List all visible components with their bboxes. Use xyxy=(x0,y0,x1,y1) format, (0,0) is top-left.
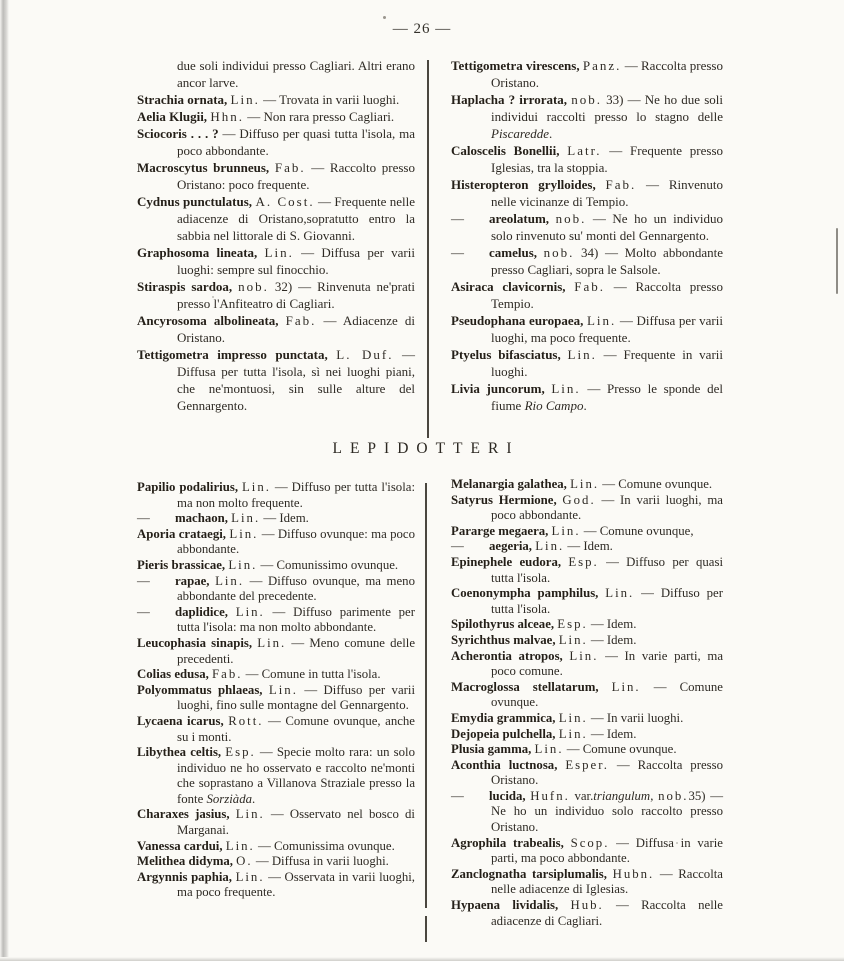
entry-text: — Diffuso per tutta l'isola: ma non molto frequente. xyxy=(177,480,415,510)
entry-text: 32) — Rinvenuta ne'prati presso l'Anfiteatro di Cagliari. xyxy=(177,279,415,311)
author-abbreviation: Hub. xyxy=(570,898,604,913)
entry-text: — Specie molto rara: un solo individuo ne ho osservato e raccolto ne'monti che soprastano a Villanova Straziale presso la fonte xyxy=(177,745,415,806)
scan-artifact-right xyxy=(836,228,838,294)
species-name: Spilothyrus alceae, xyxy=(451,617,558,632)
entry-text: — Non rara presso Cagliari. xyxy=(243,109,395,124)
author-abbreviation: Lin. xyxy=(558,632,588,647)
entry-text: — Frequente nelle adiacenze di Oristano,sopratutto entro la sabbia nel littorale di S. Giovanni. xyxy=(177,194,416,243)
species-entry xyxy=(137,636,415,667)
species-name: Coenonympha pamphilus, xyxy=(451,586,606,601)
species-entry xyxy=(137,714,415,745)
species-name: Tettigometra impresso punctata, xyxy=(137,347,337,362)
species-name: aegeria, xyxy=(489,539,536,554)
author-abbreviation: Lin. xyxy=(551,381,581,396)
lepidoptera-left-column xyxy=(137,480,415,901)
author-abbreviation: Esp. xyxy=(557,617,588,632)
entry-text: — Raccolta presso Oristano. xyxy=(491,58,723,90)
species-name: Melithea didyma, xyxy=(137,854,237,869)
species-name: Graphosoma lineata, xyxy=(137,245,265,260)
species-name: Argynnis paphia, xyxy=(137,869,236,884)
author-abbreviation: Lin. xyxy=(235,807,265,822)
species-name: lucida, xyxy=(489,788,531,803)
species-name: Livia juncorum, xyxy=(451,381,552,396)
ditto-dash: — xyxy=(137,573,150,588)
species-entry xyxy=(451,210,723,244)
author-abbreviation: Lin. xyxy=(586,313,617,328)
author-abbreviation: Lin. xyxy=(228,557,258,572)
species-name: Haplacha ? irrorata, xyxy=(451,92,572,107)
entry-text: — Diffusa in varie parti, ma poco abbondante. xyxy=(491,835,723,866)
entry-text: — Comune ovunque. xyxy=(599,477,713,491)
species-entry xyxy=(451,836,723,867)
author-abbreviation: Lin. xyxy=(231,511,261,526)
author-abbreviation: Lin. xyxy=(241,480,271,494)
author-abbreviation: Rott. xyxy=(228,713,264,728)
species-entry xyxy=(451,711,723,727)
species-entry xyxy=(451,586,723,617)
species-entry xyxy=(451,493,723,524)
species-entry xyxy=(137,511,415,527)
species-name: Syrichthus malvae, xyxy=(451,632,559,647)
species-name: Colias edusa, xyxy=(137,667,213,682)
species-entry xyxy=(451,898,723,929)
species-name: areolatum, xyxy=(489,211,556,226)
species-name: Aporia crataegi, xyxy=(137,526,230,541)
species-entry xyxy=(137,870,415,901)
author-abbreviation: Hubn. xyxy=(612,866,655,881)
italic-term: Piscaredde xyxy=(491,126,549,141)
ditto-dash: — xyxy=(451,245,464,260)
author-abbreviation: Fab. xyxy=(605,177,637,192)
species-name: Cydnus punctulatus, xyxy=(137,194,256,209)
entry-text: due soli individui presso Cagliari. Altri erano ancor larve. xyxy=(177,58,415,90)
species-entry xyxy=(451,244,723,278)
species-name: Pseudophana europaea, xyxy=(451,313,587,328)
entry-text: — Diffuso per quasi tutta l'isola, ma poco abbondante. xyxy=(177,126,415,158)
species-name: Caloscelis Bonellii, xyxy=(451,143,568,158)
author-abbreviation: Panz. xyxy=(582,58,622,73)
entry-text: — Idem. xyxy=(260,511,309,526)
entry-text: . xyxy=(252,791,256,806)
author-abbreviation: O. xyxy=(236,854,253,869)
entry-text: 33) — Ne ho due soli individui raccolti presso lo stagno delle xyxy=(491,92,723,124)
species-entry xyxy=(451,867,723,898)
species-entry xyxy=(137,91,415,108)
author-abbreviation: nob. xyxy=(571,92,602,107)
author-abbreviation: Lin. xyxy=(551,523,581,538)
entry-text: — Idem. xyxy=(587,632,637,647)
entry-text: — Idem. xyxy=(564,539,613,554)
species-name: Tettigometra virescens, xyxy=(451,58,583,73)
species-name: Vanessa cardui, xyxy=(137,838,226,853)
species-entry xyxy=(137,558,415,574)
entry-text: — Comune ovunque, anche su i monti. xyxy=(177,713,415,744)
entry-text: — Raccolta nelle adiacenze di Cagliari. xyxy=(491,898,723,928)
column-divider-lower xyxy=(425,483,427,908)
author-abbreviation: God. xyxy=(562,492,596,507)
species-name: Aelia Klugii, xyxy=(137,109,211,124)
entry-text: — Diffuso per varii luoghi, fino sulle montagne del Gennargento. xyxy=(177,682,415,713)
species-entry xyxy=(451,649,723,680)
species-name: Emydia grammica, xyxy=(451,710,559,725)
author-abbreviation: Esp. xyxy=(568,554,599,569)
author-abbreviation: Latr. xyxy=(567,143,602,158)
species-name: Lycaena icarus, xyxy=(137,713,229,728)
species-name: Histeropteron grylloides, xyxy=(451,177,606,192)
species-entry xyxy=(137,312,415,346)
author-abbreviation: Fab. xyxy=(285,313,317,328)
species-entry xyxy=(451,758,723,789)
entry-text: — Raccolta presso Tempio. xyxy=(491,279,723,311)
ditto-dash: — xyxy=(451,788,464,803)
author-abbreviation: Lin. xyxy=(535,539,565,554)
entry-text: 35) — Ne ho un individuo solo raccolto presso Oristano. xyxy=(491,788,723,835)
species-entry xyxy=(451,176,723,210)
species-entry xyxy=(137,244,415,278)
entry-text: — Comunissima ovunque. xyxy=(254,838,395,853)
species-name: Papilio podalirius, xyxy=(137,480,242,494)
entry-text: . xyxy=(583,398,587,413)
author-abbreviation: nob. xyxy=(238,279,269,294)
species-name: Zanclognatha tarsiplumalis, xyxy=(451,866,613,881)
species-entry xyxy=(137,527,415,558)
entry-text: — Diffuso per quasi tutta l'isola. xyxy=(491,554,723,585)
species-entry xyxy=(137,57,415,91)
entry-text: 34) — Molto abbondante presso Cagliari, sopra le Salsole. xyxy=(491,245,723,277)
species-name: Dejopeia pulchella, xyxy=(451,726,559,741)
author-abbreviation: Lin. xyxy=(264,245,294,260)
species-entry xyxy=(451,278,723,312)
species-name: Charaxes jasius, xyxy=(137,807,236,822)
species-name: Asiraca clavicornis, xyxy=(451,279,575,294)
species-name: Agrophila trabealis, xyxy=(451,835,571,850)
author-abbreviation: Esp. xyxy=(225,745,256,760)
author-abbreviation: Lin. xyxy=(558,710,588,725)
author-abbreviation: Hufn. xyxy=(530,788,570,803)
species-entry xyxy=(137,125,415,159)
author-abbreviation: L. Duf. xyxy=(336,347,394,362)
entry-text: — Diffuso ovunque: ma poco abbondante. xyxy=(177,526,415,557)
species-name: Macroscytus brunneus, xyxy=(137,160,275,175)
entry-text: — Diffusa per tutta l'isola, sì nei luoghi piani, che ne'montuosi, sin sulle alture del Gennargento. xyxy=(177,347,415,413)
species-name: Strachia ornata, xyxy=(137,92,231,107)
species-entry xyxy=(451,539,723,555)
species-entry xyxy=(451,312,723,346)
species-name: Leucophasia sinapis, xyxy=(137,635,258,650)
species-entry xyxy=(137,193,415,244)
author-abbreviation: nob. xyxy=(555,211,587,226)
entry-text: — Frequente in varii luoghi. xyxy=(491,347,724,379)
species-entry xyxy=(451,57,723,91)
entry-text: — Raccolto presso Oristano: poco frequente. xyxy=(177,160,415,192)
author-abbreviation: Lin. xyxy=(235,869,265,884)
author-abbreviation: A. Cost. xyxy=(255,194,315,209)
entry-text: — Idem. xyxy=(587,726,637,741)
author-abbreviation: Hhn. xyxy=(210,109,244,124)
entry-text: — Osservata in varii luoghi, ma poco frequente. xyxy=(177,869,416,900)
species-entry xyxy=(137,574,415,605)
hemiptera-left-column xyxy=(137,57,415,414)
species-name: Hypaena lividalis, xyxy=(451,898,571,913)
entry-text: — Frequente presso Iglesias, tra la stoppia. xyxy=(491,143,723,175)
author-abbreviation: Lin. xyxy=(225,838,255,853)
entry-text: — Idem. xyxy=(587,617,637,632)
species-name: Macroglossa stellatarum, xyxy=(451,679,612,694)
author-abbreviation: Lin. xyxy=(215,573,245,588)
scan-edge-bottom-artifact xyxy=(0,957,844,961)
author-abbreviation: Scop. xyxy=(570,835,610,850)
entry-text: — Diffuso ovunque, ma meno abbondante del precedente. xyxy=(177,573,415,604)
entry-text: — Comune ovunque. xyxy=(563,742,677,757)
hemiptera-right-column xyxy=(451,57,723,414)
species-name: Ancyrosoma albolineata, xyxy=(137,313,286,328)
species-entry xyxy=(137,839,415,855)
entry-text: — In varii luoghi, ma poco abbondante. xyxy=(491,492,723,523)
entry-text: — Raccolta presso Oristano. xyxy=(491,757,724,788)
entry-text: — Trovata in varii luoghi. xyxy=(259,92,400,107)
scan-edge-left-artifact xyxy=(0,0,9,961)
entry-text: — Comune ovunque. xyxy=(491,679,723,710)
species-name: Acherontia atropos, xyxy=(451,648,570,663)
author-abbreviation: Lin. xyxy=(534,742,564,757)
author-abbreviation: Lin. xyxy=(605,586,635,601)
species-name: machaon, xyxy=(175,511,232,526)
ditto-dash: — xyxy=(451,539,464,554)
species-entry xyxy=(137,108,415,125)
species-name: Aconthia luctnosa, xyxy=(451,757,566,772)
ditto-dash: — xyxy=(451,211,464,226)
species-entry xyxy=(137,278,415,312)
italic-term: Rio Campo xyxy=(524,398,584,413)
page-number: — 26 — xyxy=(392,21,452,37)
species-name: Pararge megaera, xyxy=(451,523,552,538)
author-abbreviation: Lin. xyxy=(268,682,298,697)
author-abbreviation: Lin. xyxy=(235,604,265,619)
species-entry xyxy=(137,807,415,838)
author-abbreviation: nob. xyxy=(658,788,689,803)
author-abbreviation: Esper. xyxy=(565,757,609,772)
species-entry xyxy=(137,667,415,683)
species-entry xyxy=(451,477,723,493)
species-name: camelus, xyxy=(489,245,544,260)
entry-text: . xyxy=(549,126,553,141)
entry-text: — Raccolta nelle adiacenze di Iglesias. xyxy=(491,866,723,897)
species-entry xyxy=(451,91,723,142)
species-entry xyxy=(137,346,415,414)
species-name: Satyrus Hermione, xyxy=(451,492,563,507)
author-abbreviation: Lin. xyxy=(558,726,588,741)
entry-text: — Diffusa in varii luoghi. xyxy=(252,854,389,869)
species-name: Sciocoris . . . ? xyxy=(137,126,223,141)
species-entry xyxy=(451,680,723,711)
entry-text: — Diffusa per varii luoghi: sempre sul finocchio. xyxy=(177,245,415,277)
species-entry xyxy=(451,142,723,176)
author-abbreviation: Lin. xyxy=(567,347,597,362)
author-abbreviation: nob. xyxy=(543,245,575,260)
entry-text: — Adiacenze di Oristano. xyxy=(177,313,415,345)
entry-text: — Comune ovunque, xyxy=(580,523,694,538)
italic-term: Sorziàda xyxy=(206,791,253,806)
entry-text: , xyxy=(650,788,659,803)
species-name: Ptyelus bifasciatus, xyxy=(451,347,568,362)
species-name: Pieris brassicae, xyxy=(137,557,229,572)
column-divider-lower-tail xyxy=(425,916,427,942)
species-entry xyxy=(451,524,723,540)
species-entry xyxy=(451,789,723,836)
italic-term: triangulum xyxy=(593,788,651,803)
species-entry xyxy=(137,745,415,807)
author-abbreviation: Lin. xyxy=(570,477,600,491)
species-entry xyxy=(451,727,723,743)
species-name: Epinephele eudora, xyxy=(451,554,569,569)
species-entry xyxy=(137,159,415,193)
entry-text: — Meno comune delle precedenti. xyxy=(177,635,415,666)
species-entry xyxy=(451,633,723,649)
species-entry xyxy=(137,683,415,714)
species-entry xyxy=(451,555,723,586)
author-abbreviation: Lin. xyxy=(229,526,259,541)
entry-text: — Osservato nel bosco di Marganai. xyxy=(177,807,415,838)
entry-text: — Ne ho un individuo solo rinvenuto su' monti del Gennargento. xyxy=(491,211,723,243)
section-heading-lepidotteri: LEPIDOTTERI xyxy=(332,440,520,457)
author-abbreviation: Fab. xyxy=(274,160,306,175)
species-name: Polyommatus phlaeas, xyxy=(137,682,269,697)
ditto-dash: — xyxy=(137,511,150,526)
species-name: Libythea celtis, xyxy=(137,745,226,760)
entry-text: — Comunissimo ovunque. xyxy=(257,557,399,572)
entry-text: — Comune in tutta l'isola. xyxy=(242,667,381,682)
author-abbreviation: Fab. xyxy=(212,667,243,682)
species-name: Plusia gamma, xyxy=(451,742,535,757)
species-entry xyxy=(137,480,415,511)
author-abbreviation: Lin. xyxy=(257,635,287,650)
ditto-dash: — xyxy=(137,604,150,619)
author-abbreviation: Lin. xyxy=(230,92,260,107)
species-entry xyxy=(137,605,415,636)
entry-text: — Rinvenuto nelle vicinanze di Tempio. xyxy=(491,177,723,209)
entry-text: — In varie parti, ma poco comune. xyxy=(491,648,724,679)
author-abbreviation: Lin. xyxy=(611,679,641,694)
entry-text: — In varii luoghi. xyxy=(587,710,684,725)
species-entry xyxy=(451,380,723,414)
species-entry xyxy=(137,854,415,870)
species-name: Stiraspis sardoa, xyxy=(137,279,239,294)
species-name: rapae, xyxy=(175,573,216,588)
lepidoptera-right-column xyxy=(451,477,723,929)
author-abbreviation: Lin. xyxy=(569,648,599,663)
author-abbreviation: Fab. xyxy=(574,279,606,294)
column-divider-upper xyxy=(427,60,429,438)
scan-speck xyxy=(383,16,386,19)
species-entry xyxy=(451,617,723,633)
species-entry xyxy=(451,742,723,758)
entry-text: — Diffuso per tutta l'isola. xyxy=(491,586,723,616)
species-name: Melanargia galathea, xyxy=(451,477,571,491)
entry-text: var. xyxy=(569,788,594,803)
species-name: daplidice, xyxy=(175,604,236,619)
species-entry xyxy=(451,346,723,380)
entry-text: — Diffuso parimente per tutta l'isola: ma non molto abbondante. xyxy=(177,604,415,635)
entry-text: — Presso le sponde del fiume xyxy=(491,381,723,413)
entry-text: — Diffusa per varii luoghi, ma poco frequente. xyxy=(491,313,723,345)
